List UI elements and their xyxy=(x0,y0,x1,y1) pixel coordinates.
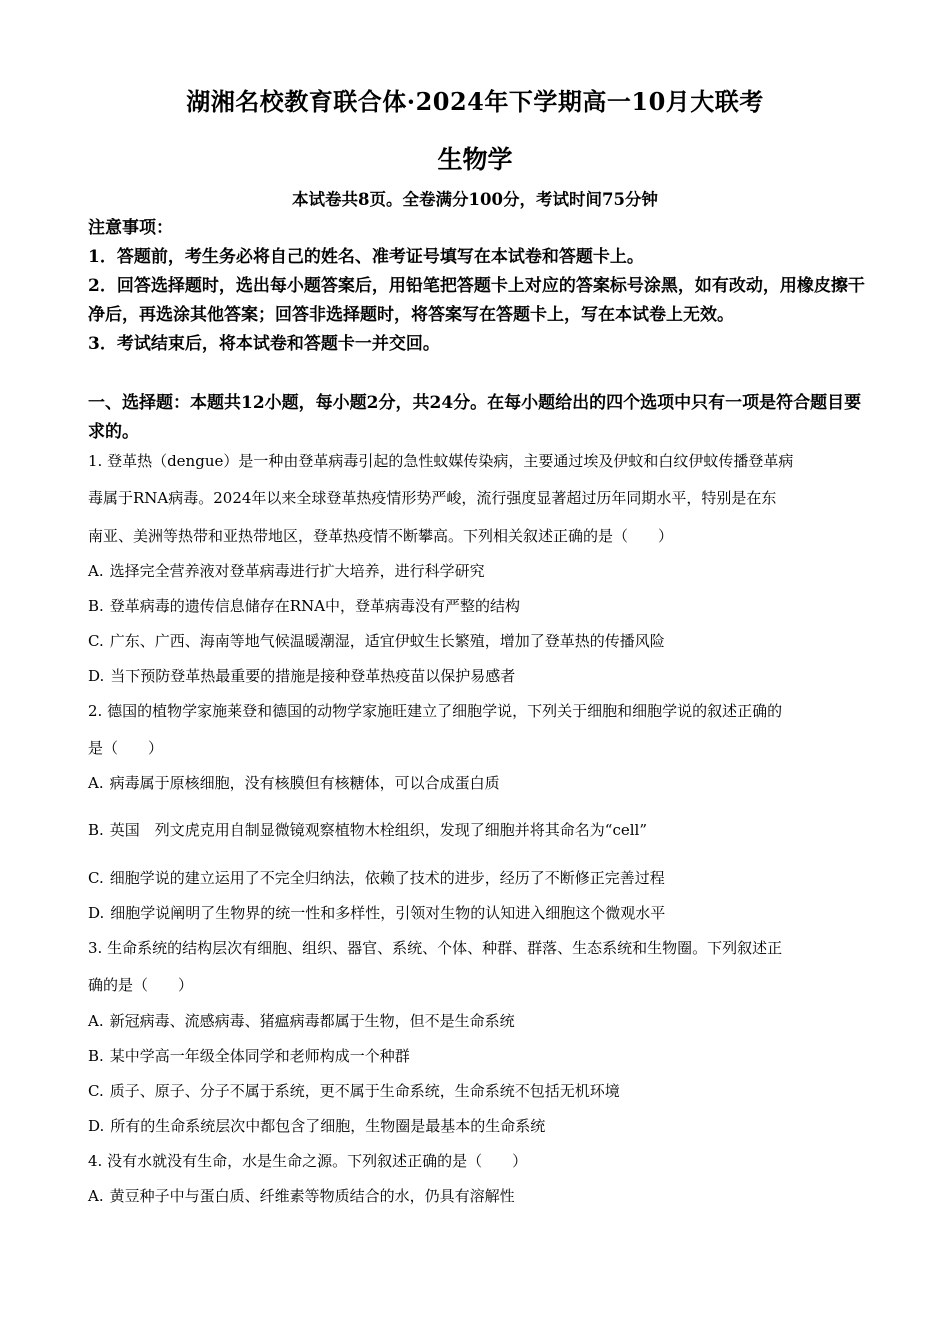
question-stem-line: 1. 登革热（dengue）是一种由登革病毒引起的急性蚊媒传染病，主要通过埃及伊蚊和白纹伊蚊传播登革病 xyxy=(88,452,794,470)
option-text: 黄豆种子中与蛋白质、纤维素等物质结合的水，仍具有溶解性 xyxy=(109,1187,515,1205)
exam-info: 本试卷共8页。全卷满分100分，考试时间75分钟 xyxy=(292,190,658,209)
notice-item: 2．回答选择题时，选出每小题答案后，用铅笔把答题卡上对应的答案标号涂黑，如有改动，用橡皮擦干净后，再选涂其他答案；回答非选择题时，将答案写在答题卡上，写在本试卷上无效。 xyxy=(88,276,865,325)
option-label: D. xyxy=(88,667,105,685)
option-text: 病毒属于原核细胞，没有核膜但有核糖体，可以合成蛋白质 xyxy=(109,774,500,792)
option-c xyxy=(88,631,665,651)
option-label: B. xyxy=(88,821,104,839)
option-label: A. xyxy=(88,774,104,792)
question-stem-line: 是（ ） xyxy=(88,739,164,757)
section-heading: 一、选择题：本题共12小题，每小题2分，共24分。在每小题给出的四个选项中只有一项是符合题目要求的。 xyxy=(88,393,862,442)
notice-heading: 注意事项： xyxy=(88,218,173,238)
notice-item: 1．答题前，考生务必将自己的姓名、准考证号填写在本试卷和答题卡上。 xyxy=(88,247,644,267)
question-stem-line: 3. 生命系统的结构层次有细胞、组织、器官、系统、个体、种群、群落、生态系统和生物圈。下列叙述正 xyxy=(88,939,783,957)
option-label: A. xyxy=(88,1012,104,1030)
option-label: B. xyxy=(88,1047,104,1065)
exam-title: 湖湘名校教育联合体·2024年下学期高一10月大联考 xyxy=(186,87,764,116)
question-stem-line: 4. 没有水就没有生命，水是生命之源。下列叙述正确的是（ ） xyxy=(88,1152,528,1170)
option-text: 登革病毒的遗传信息储存在RNA中，登革病毒没有严整的结构 xyxy=(109,597,521,615)
option-text: 细胞学说阐明了生物界的统一性和多样性，引领对生物的认知进入细胞这个微观水平 xyxy=(110,904,666,922)
option-label: A. xyxy=(88,562,104,580)
question-stem-line: 南亚、美洲等热带和亚热带地区，登革热疫情不断攀高。下列相关叙述正确的是（ ） xyxy=(88,527,674,545)
option-text: 当下预防登革热最重要的措施是接种登革热疫苗以保护易感者 xyxy=(110,667,516,685)
option-text: 质子、原子、分子不属于系统，更不属于生命系统，生命系统不包括无机环境 xyxy=(109,1082,620,1100)
option-label: A. xyxy=(88,1187,104,1205)
option-a xyxy=(88,561,485,581)
option-text: 细胞学说的建立运用了不完全归纳法，依赖了技术的进步，经历了不断修正完善过程 xyxy=(109,869,665,887)
option-label: C. xyxy=(88,1082,104,1100)
option-c xyxy=(88,868,665,888)
question-stem-line: 毒属于RNA病毒。2024年以来全球登革热疫情形势严峻，流行强度显著超过历年同期水平，特别是在东 xyxy=(88,489,777,507)
option-label: B. xyxy=(88,597,104,615)
option-b xyxy=(88,596,520,616)
notice-block xyxy=(88,214,868,359)
subject-title: 生物学 xyxy=(437,145,513,174)
option-label: D. xyxy=(88,1117,105,1135)
option-label: C. xyxy=(88,632,104,650)
notice-item: 3．考试结束后，将本试卷和答题卡一并交回。 xyxy=(88,334,440,354)
option-text: 选择完全营养液对登革病毒进行扩大培养，进行科学研究 xyxy=(109,562,485,580)
question-stem-line: 2. 德国的植物学家施莱登和德国的动物学家施旺建立了细胞学说，下列关于细胞和细胞学说的叙述正确的 xyxy=(88,702,783,720)
option-d xyxy=(88,1116,545,1136)
option-b xyxy=(88,820,647,840)
option-label: C. xyxy=(88,869,104,887)
option-text: 某中学高一年级全体同学和老师构成一个种群 xyxy=(109,1047,410,1065)
option-text: 广东、广西、海南等地气候温暖潮湿，适宜伊蚊生长繁殖，增加了登革热的传播风险 xyxy=(109,632,665,650)
option-text: 英国 列文虎克用自制显微镜观察植物木栓组织，发现了细胞并将其命名为“cell” xyxy=(109,821,648,839)
option-b xyxy=(88,1046,410,1066)
option-d xyxy=(88,666,515,686)
option-a xyxy=(88,1011,515,1031)
option-c xyxy=(88,1081,620,1101)
option-d xyxy=(88,903,665,923)
option-a xyxy=(88,773,500,793)
option-label: D. xyxy=(88,904,105,922)
question-stem-line: 确的是（ ） xyxy=(88,976,194,994)
option-text: 新冠病毒、流感病毒、猪瘟病毒都属于生物，但不是生命系统 xyxy=(109,1012,515,1030)
option-text: 所有的生命系统层次中都包含了细胞，生物圈是最基本的生命系统 xyxy=(110,1117,546,1135)
option-a xyxy=(88,1186,515,1206)
